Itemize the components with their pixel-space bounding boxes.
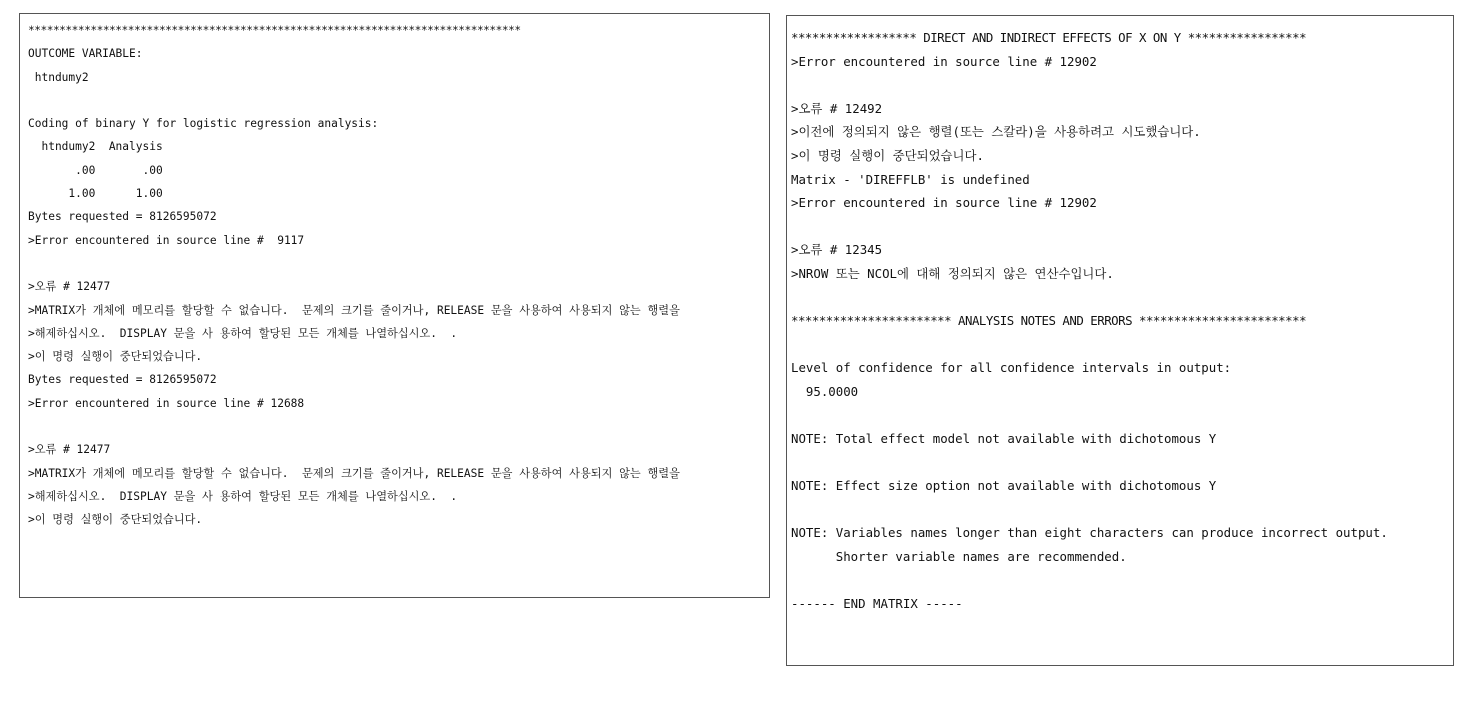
note-line: Shorter variable names are recommended.	[791, 549, 1127, 565]
error-source-line: >Error encountered in source line # 12902	[791, 195, 1097, 211]
undefined-matrix-line: Matrix - 'DIREFFLB' is undefined	[791, 171, 1030, 187]
error-code-line: >오류 # 12477	[28, 443, 111, 457]
error-code-line: >오류 # 12492	[791, 100, 883, 116]
blank-line	[791, 498, 1449, 522]
error-message-line: >해제하십시오. DISPLAY 문을 사 용하여 할당된 모든 개체를 나열하십시오. .	[28, 489, 458, 503]
note-line: NOTE: Total effect model not available with dichotomous Y	[791, 431, 1217, 447]
coding-table-header: htndumy2 Analysis	[28, 140, 163, 154]
error-message-line: >NROW 또는 NCOL에 대해 정의되지 않은 연산수입니다.	[791, 265, 1114, 281]
error-source-line: >Error encountered in source line # 12902	[791, 53, 1097, 69]
error-source-line: >Error encountered in source line # 9117	[28, 233, 305, 247]
coding-table-row: 1.00 1.00	[28, 187, 163, 201]
blank-line	[28, 252, 761, 275]
section-heading-analysis-notes: *********************** ANALYSIS NOTES AND ERRORS ************************	[791, 313, 1307, 329]
bytes-requested-line: Bytes requested = 8126595072	[28, 210, 217, 224]
error-code-line: >오류 # 12345	[791, 242, 883, 258]
blank-line	[791, 215, 1449, 239]
blank-line	[791, 286, 1449, 310]
error-message-line: >이 명령 실행이 중단되었습니다.	[28, 350, 203, 364]
coding-heading: Coding of binary Y for logistic regression analysis:	[28, 117, 379, 131]
blank-line	[791, 451, 1449, 475]
note-line: NOTE: Effect size option not available with dichotomous Y	[791, 478, 1217, 494]
coding-table-row: .00 .00	[28, 163, 163, 177]
separator-line: *******************************************************************************	[28, 24, 521, 37]
confidence-level-label: Level of confidence for all confidence intervals in output:	[791, 360, 1232, 376]
blank-line	[791, 569, 1449, 593]
error-message-line: >이 명령 실행이 중단되었습니다.	[28, 513, 203, 527]
right-output-panel	[786, 15, 1454, 666]
blank-line	[28, 415, 761, 438]
error-message-line: >해제하십시오. DISPLAY 문을 사 용하여 할당된 모든 개체를 나열하십시오. .	[28, 326, 458, 340]
blank-line	[28, 89, 761, 112]
error-message-line: >이전에 정의되지 않은 행렬(또는 스칼라)을 사용하려고 시도했습니다.	[791, 124, 1201, 140]
bytes-requested-line: Bytes requested = 8126595072	[28, 373, 217, 387]
error-message-line: >MATRIX가 개체에 메모리를 할당할 수 없습니다. 문제의 크기를 줄이거나, RELEASE 문을 사용하여 사용되지 않는 행렬을	[28, 466, 680, 480]
blank-line	[791, 404, 1449, 428]
blank-line	[791, 333, 1449, 357]
error-message-line: >이 명령 실행이 중단되었습니다.	[791, 147, 984, 163]
error-message-line: >MATRIX가 개체에 메모리를 할당할 수 없습니다. 문제의 크기를 줄이거나, RELEASE 문을 사용하여 사용되지 않는 행렬을	[28, 303, 680, 317]
outcome-variable-name: htndumy2	[28, 70, 89, 84]
left-output-panel	[19, 13, 770, 598]
confidence-level-value: 95.0000	[791, 383, 859, 399]
error-code-line: >오류 # 12477	[28, 280, 111, 294]
error-source-line: >Error encountered in source line # 12688	[28, 396, 305, 410]
note-line: NOTE: Variables names longer than eight characters can produce incorrect output.	[791, 525, 1388, 541]
blank-line	[791, 73, 1449, 97]
end-matrix-line: ------ END MATRIX -----	[791, 596, 963, 612]
section-heading-direct-indirect: ****************** DIRECT AND INDIRECT EFFECTS OF X ON Y *****************	[791, 30, 1307, 45]
outcome-variable-heading: OUTCOME VARIABLE:	[28, 47, 143, 61]
